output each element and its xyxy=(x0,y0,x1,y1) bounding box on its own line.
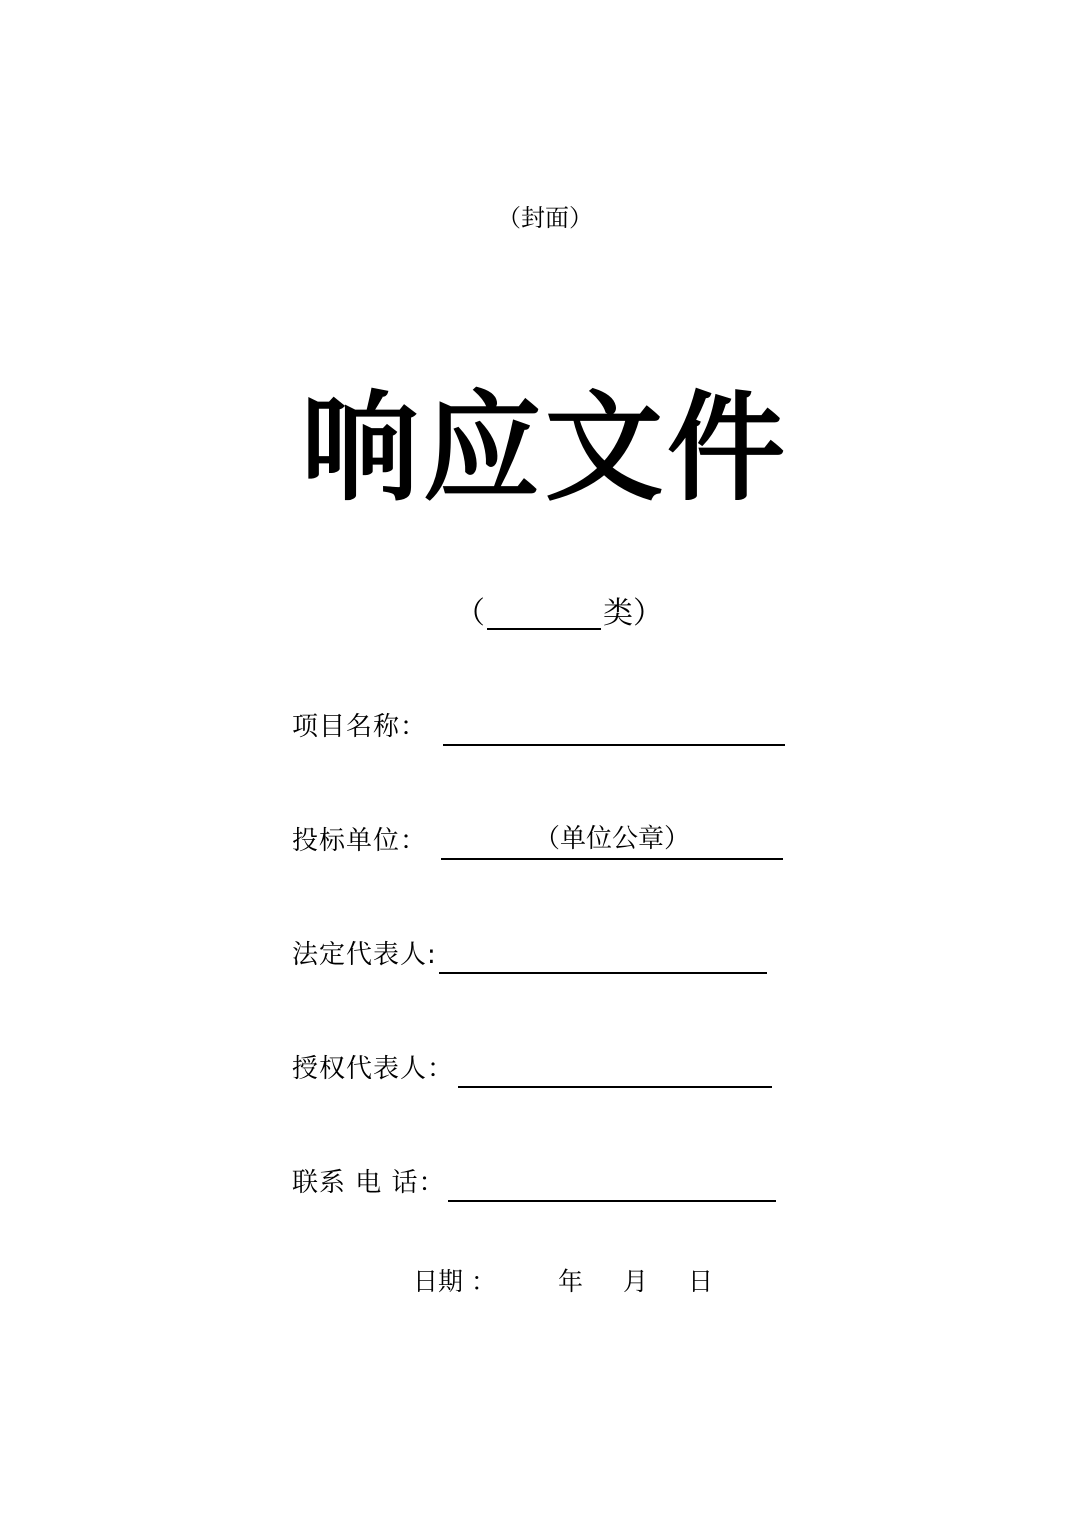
legal-representative-blank[interactable] xyxy=(439,934,767,974)
field-label: 联系 电 话： xyxy=(292,1168,446,1198)
field-label: 项目名称： xyxy=(292,712,428,742)
category-blank[interactable] xyxy=(487,596,601,630)
category-open-paren: （ xyxy=(455,596,485,631)
field-project-name xyxy=(292,704,785,750)
phone-blank[interactable] xyxy=(448,1162,776,1202)
date-label: 日期 ： xyxy=(413,1267,496,1296)
field-label: 授权代表人： xyxy=(292,1054,455,1084)
date-month: 月 xyxy=(622,1267,648,1296)
cover-label: （封面） xyxy=(497,204,593,232)
date-row xyxy=(413,1262,713,1302)
date-day: 日 xyxy=(687,1267,713,1296)
date-year: 年 xyxy=(557,1267,583,1296)
category-suffix: 类） xyxy=(603,596,663,631)
field-legal-representative xyxy=(292,932,767,978)
document-title: 响应文件 xyxy=(300,379,789,517)
authorized-representative-blank[interactable] xyxy=(458,1048,772,1088)
field-label: 投标单位： xyxy=(292,826,428,856)
category-line xyxy=(455,592,663,636)
field-label: 法定代表人: xyxy=(292,940,437,970)
project-name-blank[interactable] xyxy=(443,706,785,746)
bidder-seal-blank[interactable]: （单位公章） xyxy=(441,820,783,860)
field-bidder xyxy=(292,818,783,864)
field-authorized-representative xyxy=(292,1046,772,1092)
field-phone xyxy=(292,1160,776,1206)
